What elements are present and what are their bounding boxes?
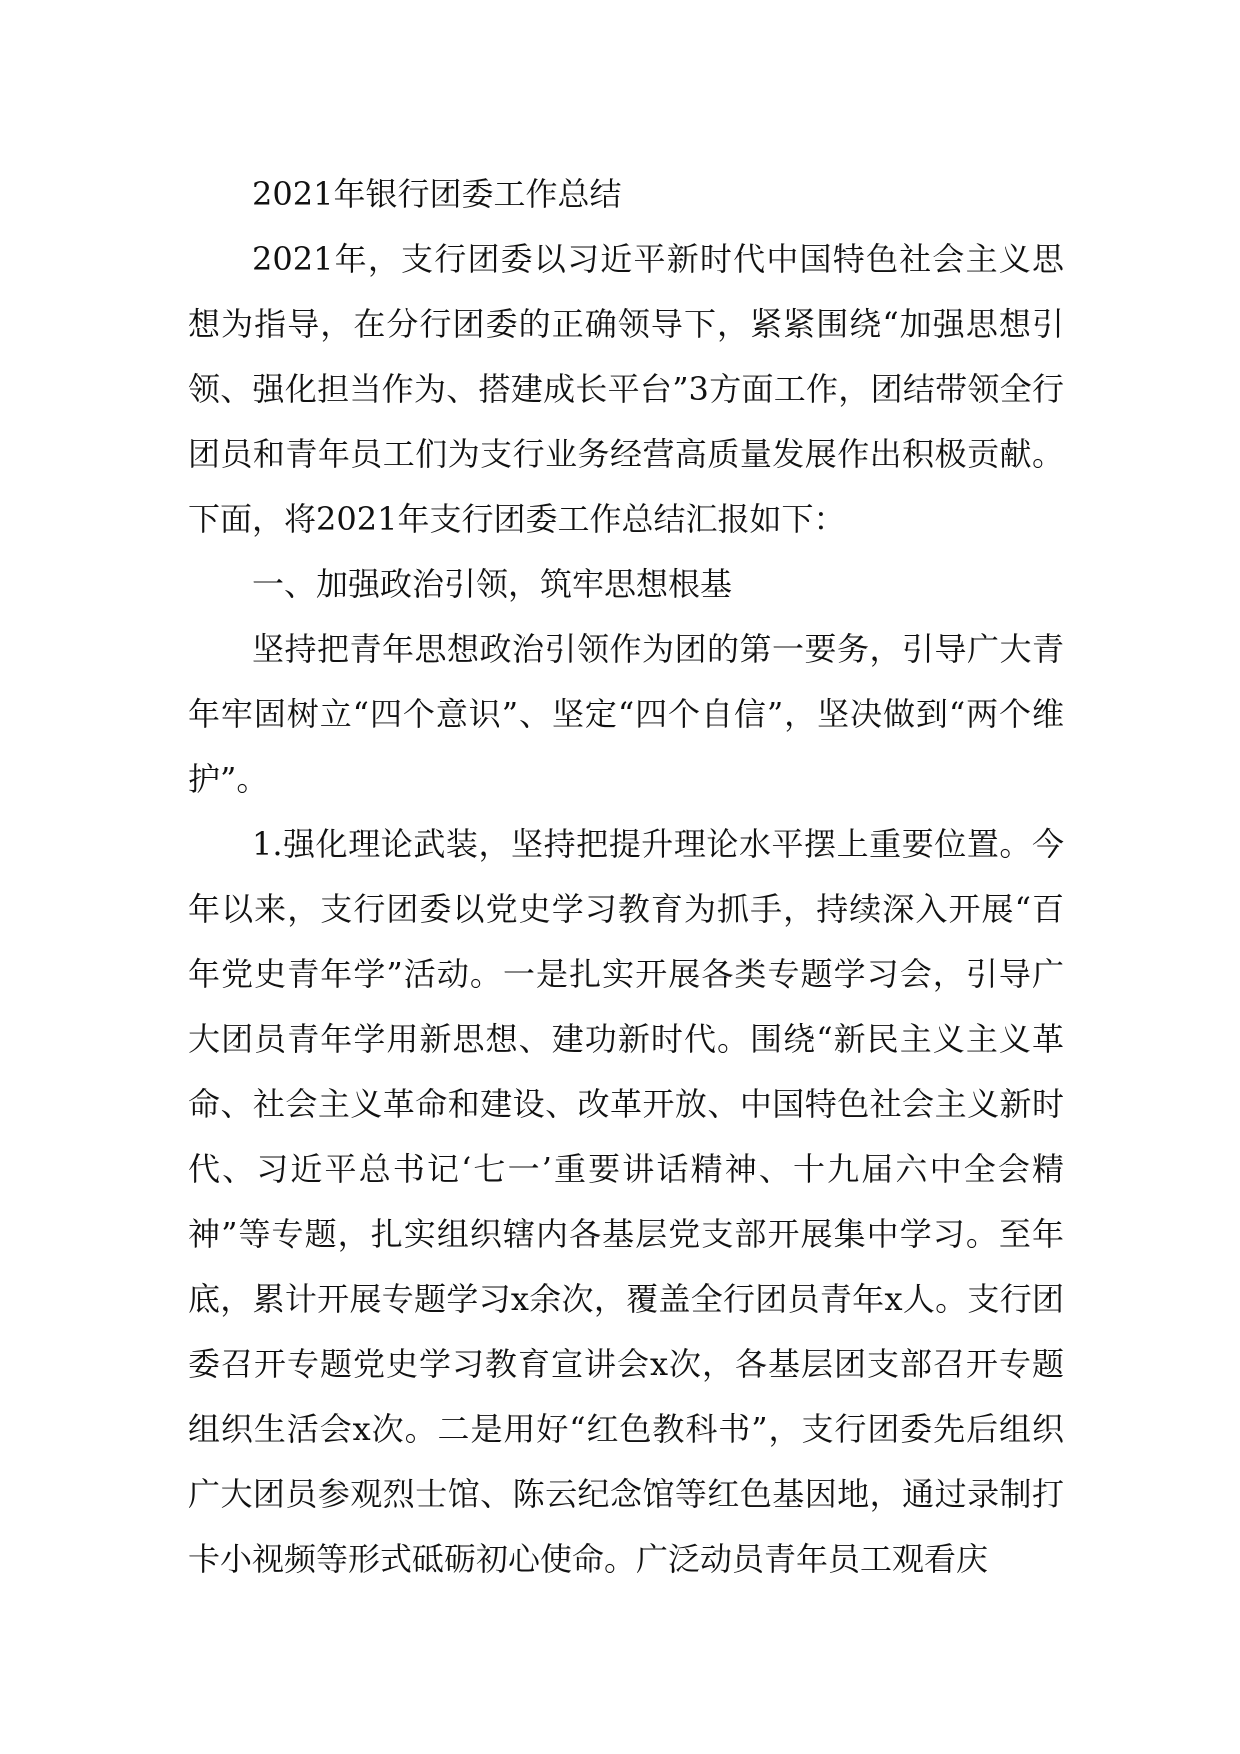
intro-paragraph: 2021年，支行团委以习近平新时代中国特色社会主义思想为指导，在分行团委的正确领导下，紧紧围绕“加强思想引领、强化担当作为、搭建成长平台”3方面工作，团结带领全行团员和青年员工们为支行业务经营高质量发展作出积极贡献。下面，将2021年支行团委工作总结汇报如下：	[188, 240, 1064, 538]
section-1-paragraph: 坚持把青年思想政治引领作为团的第一要务，引导广大青年牢固树立“四个意识”、坚定“四个自信”，坚决做到“两个维护”。	[188, 630, 1064, 798]
section-heading-1: 一、加强政治引领，筑牢思想根基	[252, 565, 733, 603]
document-body	[188, 162, 1064, 1592]
document-title: 2021年银行团委工作总结	[252, 175, 622, 213]
subsection-1-paragraph: 1.强化理论武装，坚持把提升理论水平摆上重要位置。今年以来，支行团委以党史学习教育为抓手，持续深入开展“百年党史青年学”活动。一是扎实开展各类专题学习会，引导广大团员青年学用新思想、建功新时代。围绕“新民主义主义革命、社会主义革命和建设、改革开放、中国特色社会主义新时代、习近平总书记‘七一’重要讲话精神、十九届六中全会精神”等专题，扎实组织辖内各基层党支部开展集中学习。至年底，累计开展专题学习x余次，覆盖全行团员青年x人。支行团委召开专题党史学习教育宣讲会x次，各基层团支部召开专题组织生活会x次。二是用好“红色教科书”，支行团委先后组织广大团员参观烈士馆、陈云纪念馆等红色基因地，通过录制打卡小视频等形式砥砺初心使命。广泛动员青年员工观看庆	[188, 825, 1064, 1578]
